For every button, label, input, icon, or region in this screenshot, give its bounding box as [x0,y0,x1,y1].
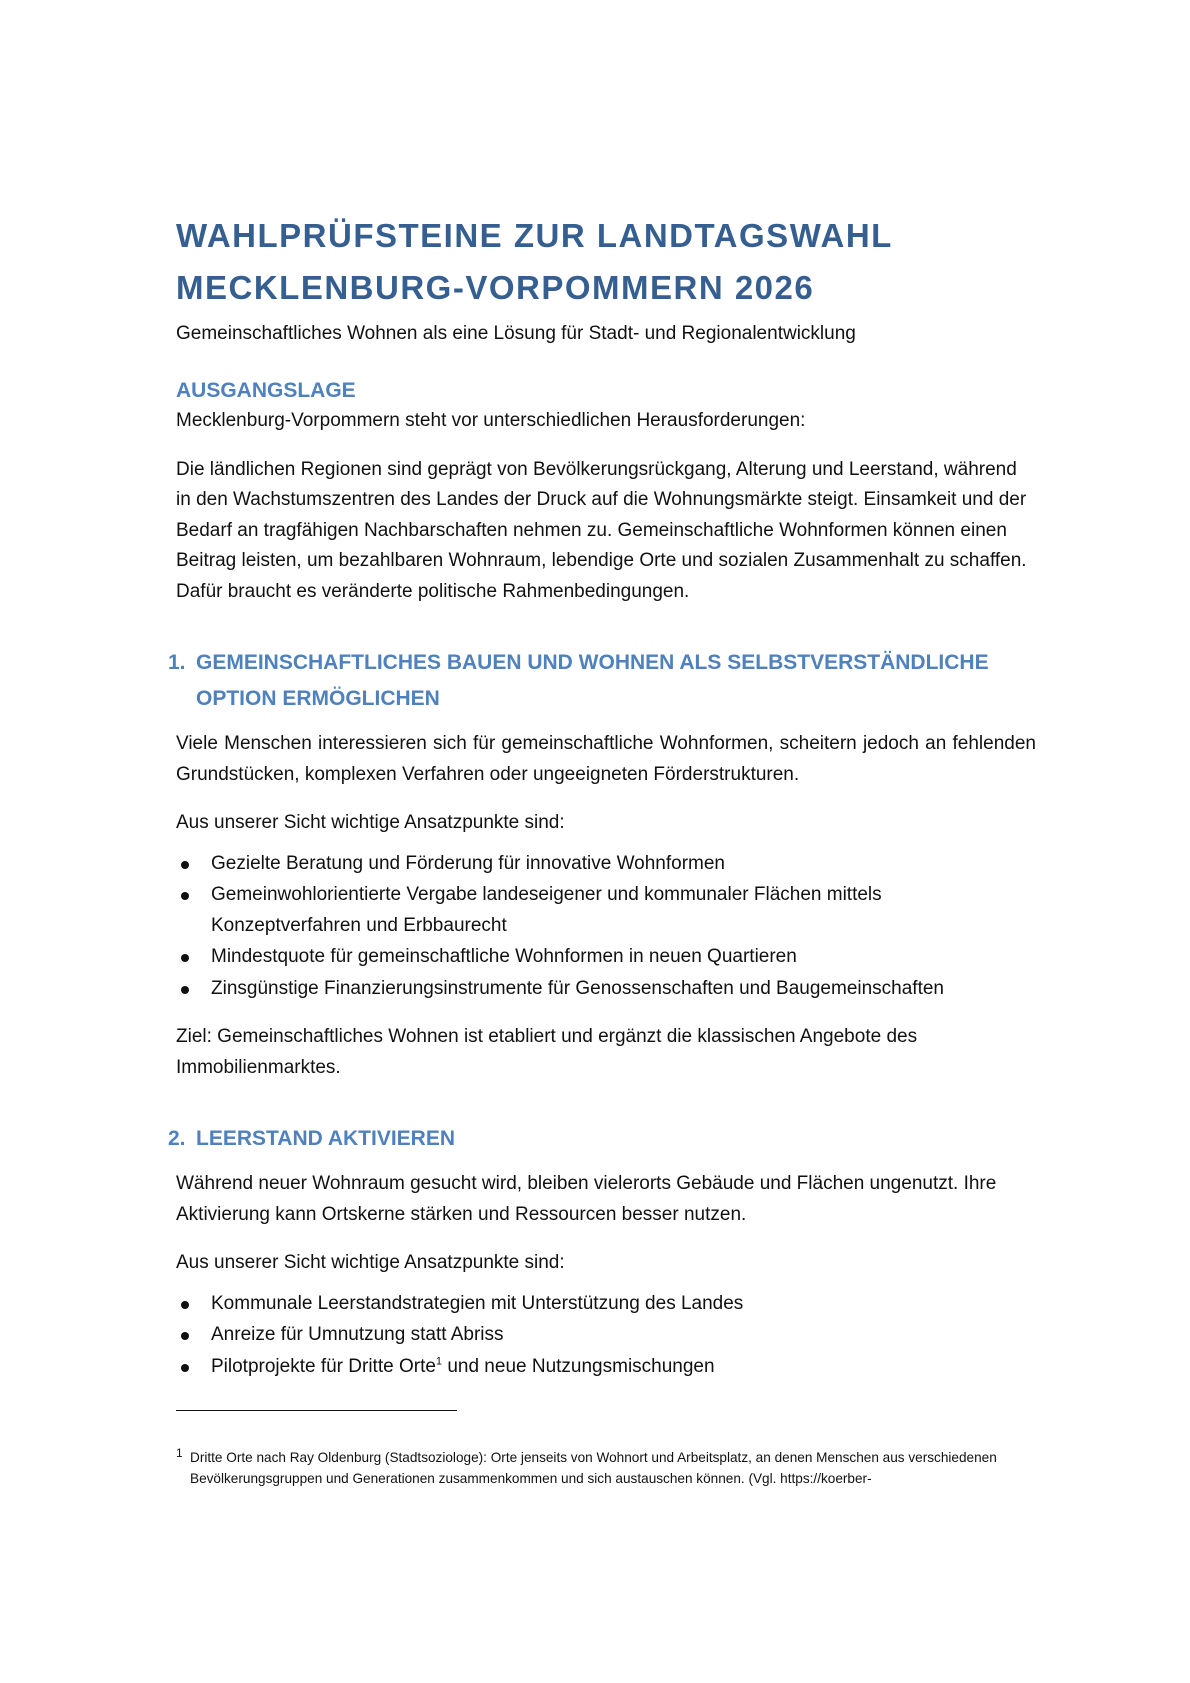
list-item [176,974,1036,1005]
section-1-heading-line-1: GEMEINSCHAFTLICHES BAUEN UND WOHNEN ALS SELBSTVERSTÄNDLICHE [196,651,989,674]
section-1-points-intro: Aus unserer Sicht wichtige Ansatzpunkte sind: [176,812,565,833]
section-1-heading-line-2: OPTION ERMÖGLICHEN [196,687,440,710]
heading-ausgangslage: AUSGANGSLAGE [176,379,356,402]
document-subtitle: Gemeinschaftliches Wohnen als eine Lösung für Stadt- und Regionalentwicklung [176,323,856,344]
section-1-goal: Ziel: Gemeinschaftliches Wohnen ist etabliert und ergänzt die klassischen Angebote des Immobilienmarktes. [176,1026,918,1078]
list-item-text: Mindestquote für gemeinschaftliche Wohnformen in neuen Quartieren [211,946,797,967]
document-title [176,210,1036,314]
list-item [176,1289,1036,1320]
section-1-paragraph: Viele Menschen interessieren sich für gemeinschaftliche Wohnformen, scheitern jedoch an fehlenden Grundstücken, komplexen Verfahren oder ungeeigneten Förderstrukturen. [176,733,1036,785]
bullet-icon [181,986,189,994]
list-item-text: Anreize für Umnutzung statt Abriss [211,1324,504,1345]
footnote-text: Dritte Orte nach Ray Oldenburg (Stadtsoziologe): Orte jenseits von Wohnort und Arbeitsplatz, an denen Menschen aus verschiedenen Bevölkerungsgruppen und Generationen zusammenkommen und sich austauschen können. (Vgl. https://koerber- [190,1450,997,1486]
bullet-icon [181,861,189,869]
bullet-icon [181,954,189,962]
section-2-bullet-list [176,1289,1036,1383]
list-item [176,880,1036,941]
section-1-bullet-list [176,849,1036,1005]
title-line-2: MECKLENBURG-VORPOMMERN 2026 [176,269,815,306]
document-page [168,210,1036,1383]
bullet-icon [181,892,189,900]
section-2-number: 2. [168,1127,186,1150]
section-1-number: 1. [168,651,186,674]
heading-section-2 [168,1121,1028,1157]
list-item-text: Gemeinwohlorientierte Vergabe landeseigener und kommunaler Flächen mittels Konzeptverfahren und Erbbaurecht [211,884,882,936]
title-line-1: WAHLPRÜFSTEINE ZUR LANDTAGSWAHL [176,217,893,254]
bullet-icon [181,1364,189,1372]
section-2-paragraph: Während neuer Wohnraum gesucht wird, bleiben vielerorts Gebäude und Flächen ungenutzt. Ihre Aktivierung kann Ortskerne stärken und Ressourcen besser nutzen. [176,1173,997,1225]
list-item-text: Gezielte Beratung und Förderung für innovative Wohnformen [211,852,726,874]
ausgangslage-intro: Mecklenburg-Vorpommern steht vor unterschiedlichen Herausforderungen: [176,410,806,431]
list-item [176,849,1036,880]
list-item [176,1320,1036,1351]
footnote-number: 1 [176,1446,183,1460]
footnote-reference[interactable]: 1 [435,1355,443,1368]
list-item-text-before-ref: Pilotprojekte für Dritte Orte [211,1355,436,1377]
heading-section-1 [168,645,1028,717]
footnote [176,1447,1036,1489]
list-item-text-after-ref: und neue Nutzungsmischungen [442,1355,715,1377]
list-item-text: Zinsgünstige Finanzierungsinstrumente für Genossenschaften und Baugemeinschaften [211,977,944,999]
section-2-heading: LEERSTAND AKTIVIEREN [196,1127,456,1150]
list-item [176,1352,1036,1383]
list-item [176,942,1036,973]
bullet-icon [181,1301,189,1309]
ausgangslage-paragraph: Die ländlichen Regionen sind geprägt von Bevölkerungsrückgang, Alterung und Leerstand, während in den Wachstumszentren des Landes der Druck auf die Wohnungsmärkte steigt. Einsamkeit und der Bedarf an tragfähigen Nachbarschaften nehmen zu. Gemeinschaftliche Wohnformen können einen Beitrag leisten, um bezahlbaren Wohnraum, lebendige Orte und sozialen Zusammenhalt zu schaffen. Dafür braucht es veränderte politische Rahmenbedingungen. [176,458,1027,602]
bullet-icon [181,1332,189,1340]
section-2-points-intro: Aus unserer Sicht wichtige Ansatzpunkte sind: [176,1252,565,1273]
footnote-separator [176,1410,457,1411]
list-item-text: Kommunale Leerstandstrategien mit Unterstützung des Landes [211,1292,744,1314]
